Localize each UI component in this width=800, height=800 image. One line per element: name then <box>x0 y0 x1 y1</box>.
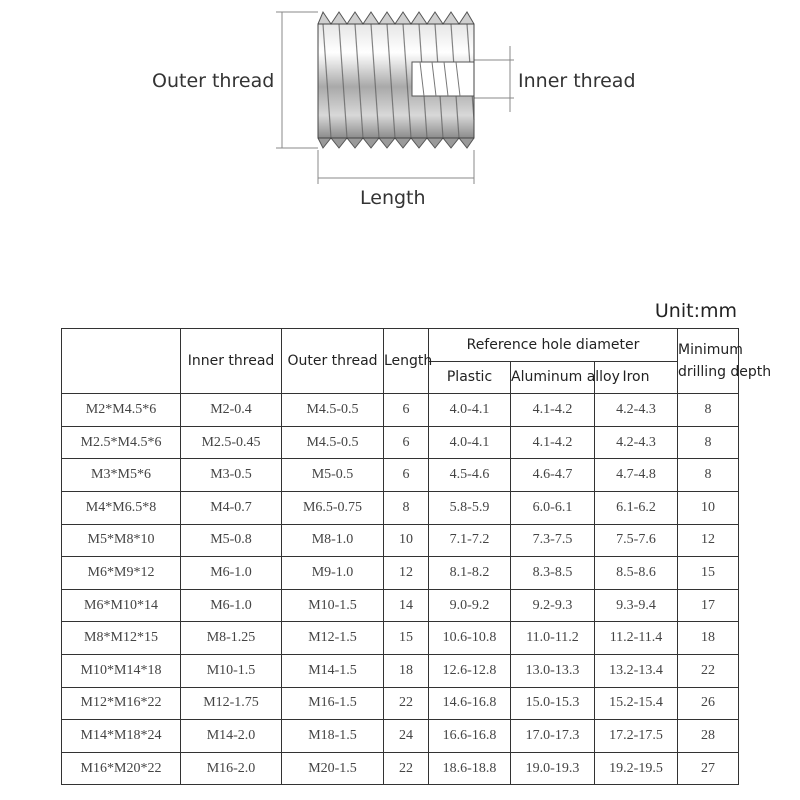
cell-inner-thread: M6-1.0 <box>181 589 282 622</box>
cell-min-depth: 22 <box>678 654 739 687</box>
cell-min-depth: 10 <box>678 491 739 524</box>
header-inner-thread: Inner thread <box>181 329 282 394</box>
cell-min-depth: 12 <box>678 524 739 557</box>
cell-aluminum: 13.0-13.3 <box>511 654 595 687</box>
cell-plastic: 8.1-8.2 <box>429 557 511 590</box>
cell-outer-thread: M12-1.5 <box>282 622 384 655</box>
insert-body <box>318 12 474 148</box>
header-iron: Iron <box>595 361 678 394</box>
cell-iron: 4.2-4.3 <box>595 394 678 427</box>
cell-plastic: 14.6-16.8 <box>429 687 511 720</box>
cell-model: M4*M6.5*8 <box>62 491 181 524</box>
header-length: Length <box>384 329 429 394</box>
cell-length: 14 <box>384 589 429 622</box>
cell-length: 6 <box>384 394 429 427</box>
cell-aluminum: 8.3-8.5 <box>511 557 595 590</box>
table-row <box>62 752 739 785</box>
header-model <box>62 329 181 394</box>
cell-min-depth: 8 <box>678 459 739 492</box>
cell-min-depth: 26 <box>678 687 739 720</box>
cell-plastic: 10.6-10.8 <box>429 622 511 655</box>
cell-inner-thread: M10-1.5 <box>181 654 282 687</box>
cell-plastic: 7.1-7.2 <box>429 524 511 557</box>
cell-model: M8*M12*15 <box>62 622 181 655</box>
cell-length: 22 <box>384 752 429 785</box>
cell-model: M10*M14*18 <box>62 654 181 687</box>
table-row <box>62 589 739 622</box>
cell-plastic: 4.0-4.1 <box>429 426 511 459</box>
table-row <box>62 394 739 427</box>
header-min-line2: drilling depth <box>678 364 772 381</box>
cell-outer-thread: M8-1.0 <box>282 524 384 557</box>
cell-iron: 15.2-15.4 <box>595 687 678 720</box>
cell-min-depth: 8 <box>678 426 739 459</box>
cell-length: 18 <box>384 654 429 687</box>
table-row <box>62 426 739 459</box>
cell-iron: 19.2-19.5 <box>595 752 678 785</box>
cell-aluminum: 6.0-6.1 <box>511 491 595 524</box>
thread-insert-diagram <box>0 0 800 240</box>
cell-iron: 13.2-13.4 <box>595 654 678 687</box>
cell-length: 22 <box>384 687 429 720</box>
cell-outer-thread: M9-1.0 <box>282 557 384 590</box>
outer-thread-dimension <box>276 12 318 148</box>
cell-inner-thread: M16-2.0 <box>181 752 282 785</box>
cell-min-depth: 28 <box>678 720 739 753</box>
header-min-line1: Minimum <box>678 342 743 359</box>
cell-min-depth: 18 <box>678 622 739 655</box>
cell-iron: 6.1-6.2 <box>595 491 678 524</box>
cell-plastic: 4.5-4.6 <box>429 459 511 492</box>
cell-model: M2*M4.5*6 <box>62 394 181 427</box>
cell-outer-thread: M10-1.5 <box>282 589 384 622</box>
unit-label: Unit:mm <box>654 300 737 322</box>
cell-outer-thread: M4.5-0.5 <box>282 394 384 427</box>
cell-model: M6*M9*12 <box>62 557 181 590</box>
header-reference-hole-diameter: Reference hole diameter <box>429 329 678 362</box>
cell-inner-thread: M6-1.0 <box>181 557 282 590</box>
cell-outer-thread: M5-0.5 <box>282 459 384 492</box>
cell-model: M16*M20*22 <box>62 752 181 785</box>
cell-min-depth: 8 <box>678 394 739 427</box>
cell-model: M14*M18*24 <box>62 720 181 753</box>
cell-length: 6 <box>384 459 429 492</box>
header-minimum-drilling-depth <box>678 329 772 394</box>
length-dimension <box>318 150 474 184</box>
cell-outer-thread: M4.5-0.5 <box>282 426 384 459</box>
cell-aluminum: 7.3-7.5 <box>511 524 595 557</box>
cell-length: 8 <box>384 491 429 524</box>
cell-model: M6*M10*14 <box>62 589 181 622</box>
inner-thread-label: Inner thread <box>518 70 636 92</box>
header-plastic: Plastic <box>429 361 511 394</box>
cell-aluminum: 15.0-15.3 <box>511 687 595 720</box>
cell-inner-thread: M14-2.0 <box>181 720 282 753</box>
length-label: Length <box>360 187 426 209</box>
cell-plastic: 9.0-9.2 <box>429 589 511 622</box>
cell-iron: 11.2-11.4 <box>595 622 678 655</box>
cell-aluminum: 4.1-4.2 <box>511 426 595 459</box>
cell-inner-thread: M2-0.4 <box>181 394 282 427</box>
cell-aluminum: 4.1-4.2 <box>511 394 595 427</box>
header-aluminum-alloy: Aluminum alloy <box>511 361 595 394</box>
cell-aluminum: 19.0-19.3 <box>511 752 595 785</box>
table-row <box>62 687 739 720</box>
cell-outer-thread: M6.5-0.75 <box>282 491 384 524</box>
cell-aluminum: 9.2-9.3 <box>511 589 595 622</box>
table-row <box>62 720 739 753</box>
cell-aluminum: 4.6-4.7 <box>511 459 595 492</box>
table-row <box>62 654 739 687</box>
cell-iron: 17.2-17.5 <box>595 720 678 753</box>
cell-inner-thread: M3-0.5 <box>181 459 282 492</box>
cell-min-depth: 15 <box>678 557 739 590</box>
cell-outer-thread: M20-1.5 <box>282 752 384 785</box>
table-row <box>62 459 739 492</box>
cell-inner-thread: M2.5-0.45 <box>181 426 282 459</box>
cell-plastic: 18.6-18.8 <box>429 752 511 785</box>
cell-iron: 9.3-9.4 <box>595 589 678 622</box>
table-row <box>62 491 739 524</box>
cell-min-depth: 17 <box>678 589 739 622</box>
spec-table <box>61 328 772 785</box>
cell-model: M5*M8*10 <box>62 524 181 557</box>
table-row <box>62 524 739 557</box>
cell-iron: 4.7-4.8 <box>595 459 678 492</box>
header-outer-thread: Outer thread <box>282 329 384 394</box>
cell-inner-thread: M4-0.7 <box>181 491 282 524</box>
cell-iron: 8.5-8.6 <box>595 557 678 590</box>
cell-plastic: 5.8-5.9 <box>429 491 511 524</box>
outer-thread-label: Outer thread <box>152 70 275 92</box>
cell-aluminum: 17.0-17.3 <box>511 720 595 753</box>
cell-model: M3*M5*6 <box>62 459 181 492</box>
cell-model: M2.5*M4.5*6 <box>62 426 181 459</box>
table-row <box>62 557 739 590</box>
cell-min-depth: 27 <box>678 752 739 785</box>
cell-length: 12 <box>384 557 429 590</box>
cell-outer-thread: M18-1.5 <box>282 720 384 753</box>
cell-length: 15 <box>384 622 429 655</box>
cell-plastic: 4.0-4.1 <box>429 394 511 427</box>
cell-plastic: 12.6-12.8 <box>429 654 511 687</box>
cell-iron: 7.5-7.6 <box>595 524 678 557</box>
cell-outer-thread: M14-1.5 <box>282 654 384 687</box>
cell-outer-thread: M16-1.5 <box>282 687 384 720</box>
cell-plastic: 16.6-16.8 <box>429 720 511 753</box>
cell-length: 6 <box>384 426 429 459</box>
cell-length: 24 <box>384 720 429 753</box>
cell-model: M12*M16*22 <box>62 687 181 720</box>
cell-inner-thread: M5-0.8 <box>181 524 282 557</box>
cell-inner-thread: M12-1.75 <box>181 687 282 720</box>
cell-inner-thread: M8-1.25 <box>181 622 282 655</box>
cell-aluminum: 11.0-11.2 <box>511 622 595 655</box>
cell-iron: 4.2-4.3 <box>595 426 678 459</box>
table-row <box>62 622 739 655</box>
cell-length: 10 <box>384 524 429 557</box>
